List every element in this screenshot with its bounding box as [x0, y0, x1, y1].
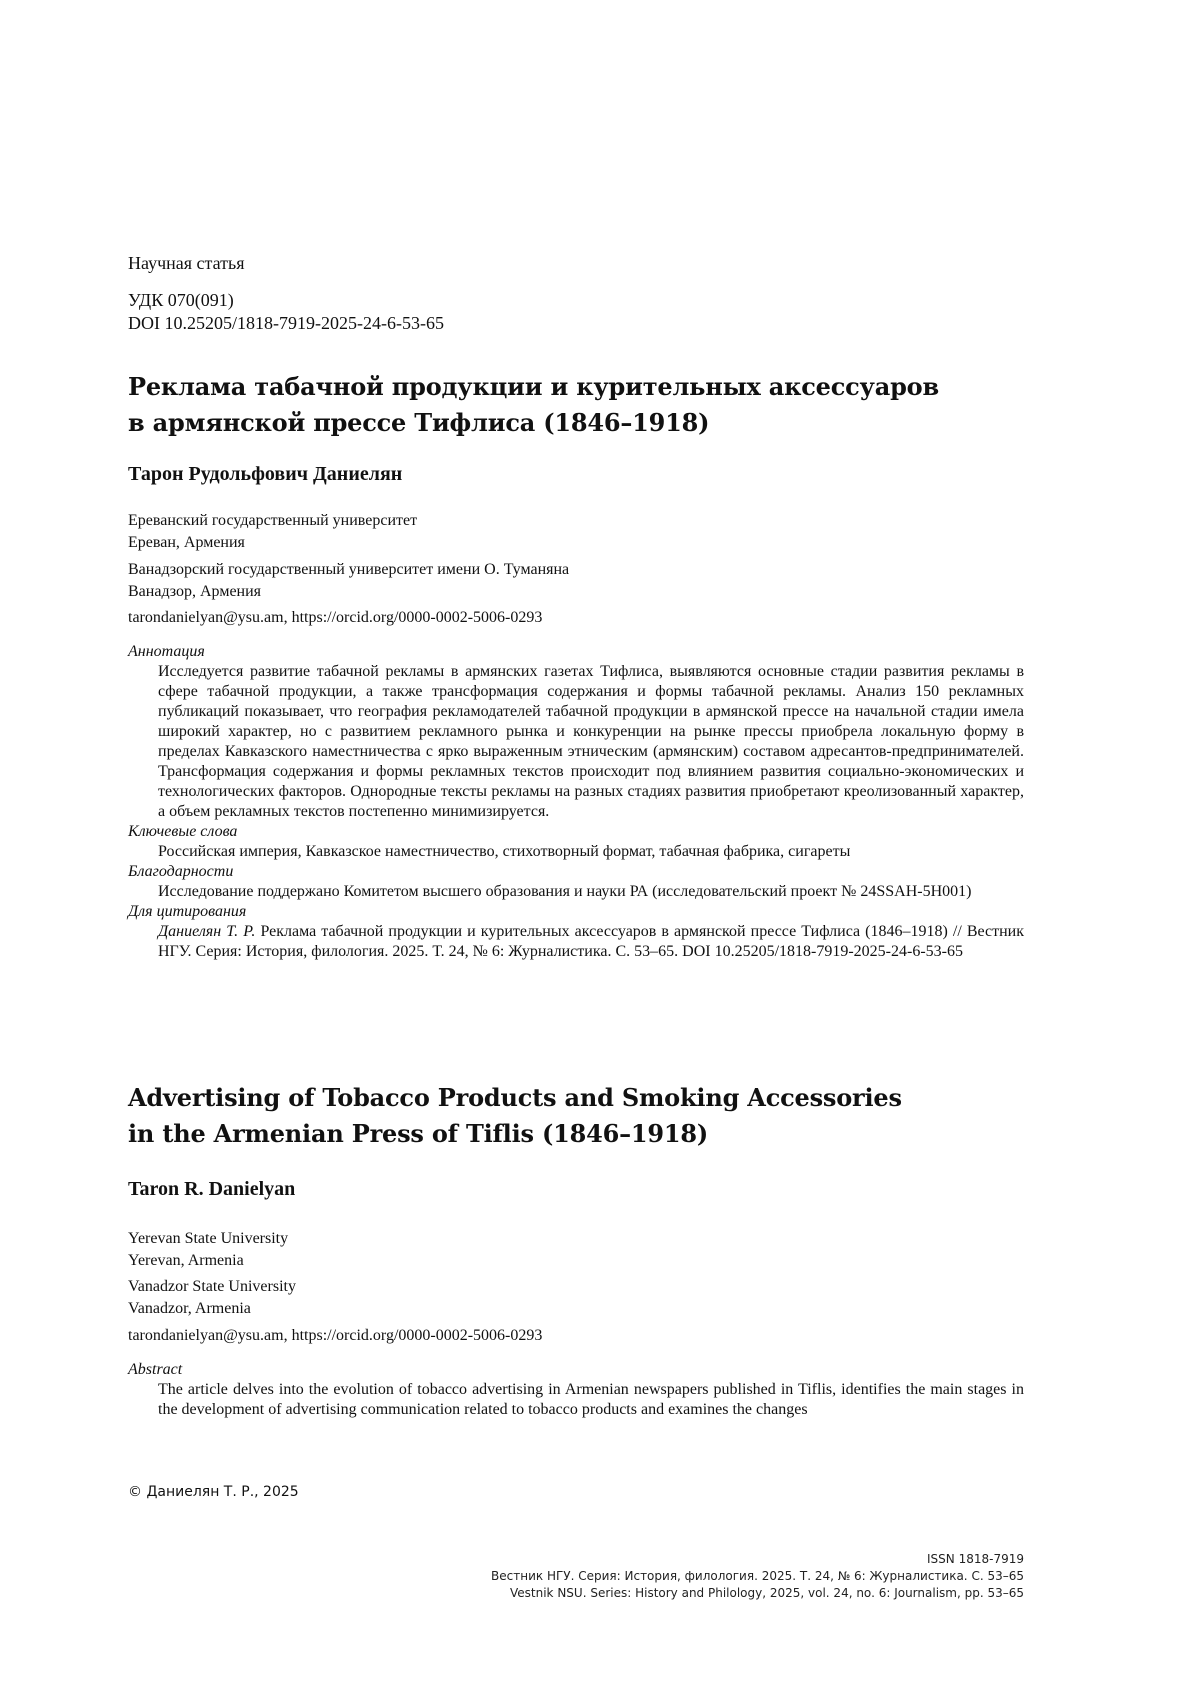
ru-contact[interactable]: tarondanielyan@ysu.am, https://orcid.org/0000-0002-5006-0293 — [128, 607, 542, 629]
ru-title-line-2: в армянской прессе Тифлиса (1846–1918) — [128, 405, 939, 441]
en-aff1-name: Yerevan State University — [128, 1228, 288, 1250]
ru-aff2-city: Ванадзор, Армения — [128, 581, 569, 603]
ru-aff2-name: Ванадзорский государственный университет имени О. Туманяна — [128, 559, 569, 581]
ru-abstract-label: Аннотация — [128, 642, 1024, 662]
ru-abstract-block — [128, 642, 1024, 962]
en-abstract-label: Abstract — [128, 1360, 1024, 1380]
en-aff2-city: Vanadzor, Armenia — [128, 1298, 296, 1320]
ru-author: Тарон Рудольфович Даниелян — [128, 463, 402, 486]
en-affiliation-2 — [128, 1276, 296, 1320]
en-abstract-block — [128, 1360, 1024, 1420]
ru-affiliation-2 — [128, 559, 569, 603]
footer-citation-ru: Вестник НГУ. Серия: История, филология. 2025. Т. 24, № 6: Журналистика. С. 53–65 — [491, 1568, 1024, 1585]
ru-keywords-label: Ключевые слова — [128, 822, 1024, 842]
ru-cite-label: Для цитирования — [128, 902, 1024, 922]
en-title-line-2: in the Armenian Press of Tiflis (1846–1918) — [128, 1116, 902, 1152]
doi[interactable]: DOI 10.25205/1818-7919-2025-24-6-53-65 — [128, 312, 444, 334]
ru-cite-author: Даниелян Т. Р. — [158, 923, 255, 940]
en-aff2-name: Vanadzor State University — [128, 1276, 296, 1298]
ru-aff1-city: Ереван, Армения — [128, 532, 417, 554]
en-affiliation-1 — [128, 1228, 288, 1272]
ru-cite-text: Реклама табачной продукции и курительных аксессуаров в армянской прессе Тифлиса (1846–1918) // Вестник НГУ. Серия: История, филология. 2025. Т. 24, № 6: Журналистика. С. 53–65. DOI 10.25205/1818-7919-2025-24-6-53-65 — [158, 923, 1024, 960]
ru-affiliation-1 — [128, 510, 417, 554]
en-abstract-text: The article delves into the evolution of tobacco advertising in Armenian newspapers published in Tiflis, identifies the main stages in the development of advertising communication related to tobacco products and examines the changes — [158, 1380, 1024, 1420]
ru-cite — [158, 922, 1024, 962]
en-aff1-city: Yerevan, Armenia — [128, 1250, 288, 1272]
ru-thanks-label: Благодарности — [128, 862, 1024, 882]
footer-issn: ISSN 1818-7919 — [491, 1551, 1024, 1568]
footer-citation-en: Vestnik NSU. Series: History and Philology, 2025, vol. 24, no. 6: Journalism, pp. 53–65 — [491, 1585, 1024, 1602]
ru-abstract-text: Исследуется развитие табачной рекламы в армянских газетах Тифлиса, выявляются основные стадии развития рекламы в сфере табачной продукции, а также трансформация содержания и формы табачной рекламы. Анализ 150 рекламных публикаций показывает, что география рекламодателей табачной продукции в армянской прессе на начальной стадии имела широкий характер, но с развитием рекламного рынка и конкуренции на рынке прессы приобрела локальную форму в пределах Кавказского наместничества с ярко выраженным этническим (армянским) составом адресантов-предпринимателей. Трансформация содержания и формы рекламных текстов происходит под влиянием развития социально-экономических и технологических факторов. Однородные тексты рекламы на разных стадиях развития приобретают креолизованный характер, а объем рекламных текстов постепенно минимизируется. — [158, 662, 1024, 822]
copyright: © Даниелян Т. Р., 2025 — [128, 1484, 299, 1500]
en-title — [128, 1080, 902, 1152]
udk: УДК 070(091) — [128, 289, 234, 311]
ru-title-line-1: Реклама табачной продукции и курительных аксессуаров — [128, 369, 939, 405]
en-contact[interactable]: tarondanielyan@ysu.am, https://orcid.org/0000-0002-5006-0293 — [128, 1325, 542, 1347]
en-title-line-1: Advertising of Tobacco Products and Smoking Accessories — [128, 1080, 902, 1116]
footer — [491, 1551, 1024, 1602]
ru-keywords-text: Российская империя, Кавказское наместничество, стихотворный формат, табачная фабрика, сигареты — [158, 842, 1024, 862]
article-type: Научная статья — [128, 252, 244, 274]
ru-thanks-text: Исследование поддержано Комитетом высшего образования и науки РА (исследовательский проект № 24SSAH-5H001) — [158, 882, 1024, 902]
en-author: Taron R. Danielyan — [128, 1178, 295, 1201]
ru-title — [128, 369, 939, 441]
ru-aff1-name: Ереванский государственный университет — [128, 510, 417, 532]
